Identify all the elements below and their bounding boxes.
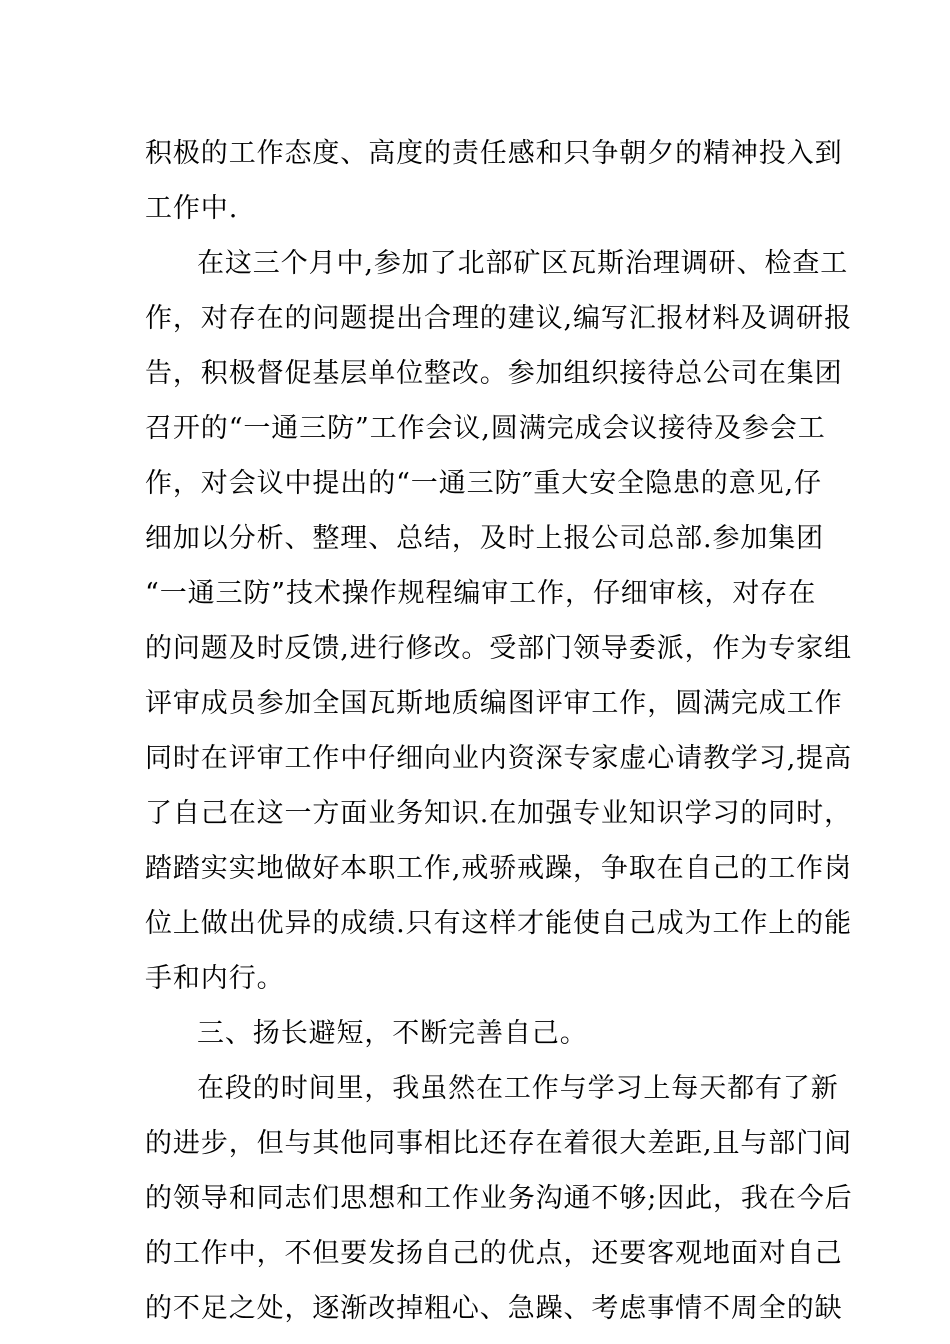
text-line: 手和内行。	[145, 963, 285, 994]
paragraph-start-line: 在段的时间里，我虽然在工作与学习上每天都有了新	[197, 1073, 839, 1104]
text-line: 工作中.	[145, 193, 239, 224]
text-line: “一通三防”技术操作规程编审工作，仔细审核，对存在	[145, 578, 817, 609]
text-line: 同时在评审工作中仔细向业内资深专家虚心请教学习,提高	[145, 743, 852, 774]
text-line: 位上做出优异的成绩.只有这样才能使自己成为工作上的能	[145, 908, 852, 939]
text-line: 积极的工作态度、高度的责任感和只争朝夕的精神投入到	[145, 138, 843, 169]
document-body	[145, 126, 853, 1336]
text-line: 召开的“一通三防”工作会议,圆满完成会议接待及参会工	[145, 413, 826, 444]
text-line: 的工作中，不但要发扬自己的优点，还要客观地面对自己	[145, 1238, 843, 1269]
text-line: 告，积极督促基层单位整改。参加组织接待总公司在集团	[145, 358, 843, 389]
text-line: 的领导和同志们思想和工作业务沟通不够;因此，我在今后	[145, 1183, 853, 1214]
text-line: 的进步，但与其他同事相比还存在着很大差距,且与部门间	[145, 1128, 852, 1159]
text-line: 的问题及时反馈,进行修改。受部门领导委派，作为专家组	[145, 633, 852, 664]
text-line: 踏踏实实地做好本职工作,戒骄戒躁，争取在自己的工作岗	[145, 853, 852, 884]
text-line: 细加以分析、整理、总结，及时上报公司总部.参加集团	[145, 523, 825, 554]
text-line: 评审成员参加全国瓦斯地质编图评审工作，圆满完成工作	[145, 688, 843, 719]
paragraph-start-line: 在这三个月中,参加了北部矿区瓦斯治理调研、检查工	[197, 248, 849, 279]
text-line: 的不足之处，逐渐改掉粗心、急躁、考虑事情不周全的缺	[145, 1293, 843, 1324]
text-line: 了自己在这一方面业务知识.在加强专业知识学习的同时，	[145, 798, 852, 829]
text-line: 作，对存在的问题提出合理的建议,编写汇报材料及调研报	[145, 303, 852, 334]
section-heading: 三、扬长避短，不断完善自己。	[197, 1018, 588, 1049]
text-line: 作，对会议中提出的“一通三防″重大安全隐患的意见,仔	[145, 468, 822, 499]
